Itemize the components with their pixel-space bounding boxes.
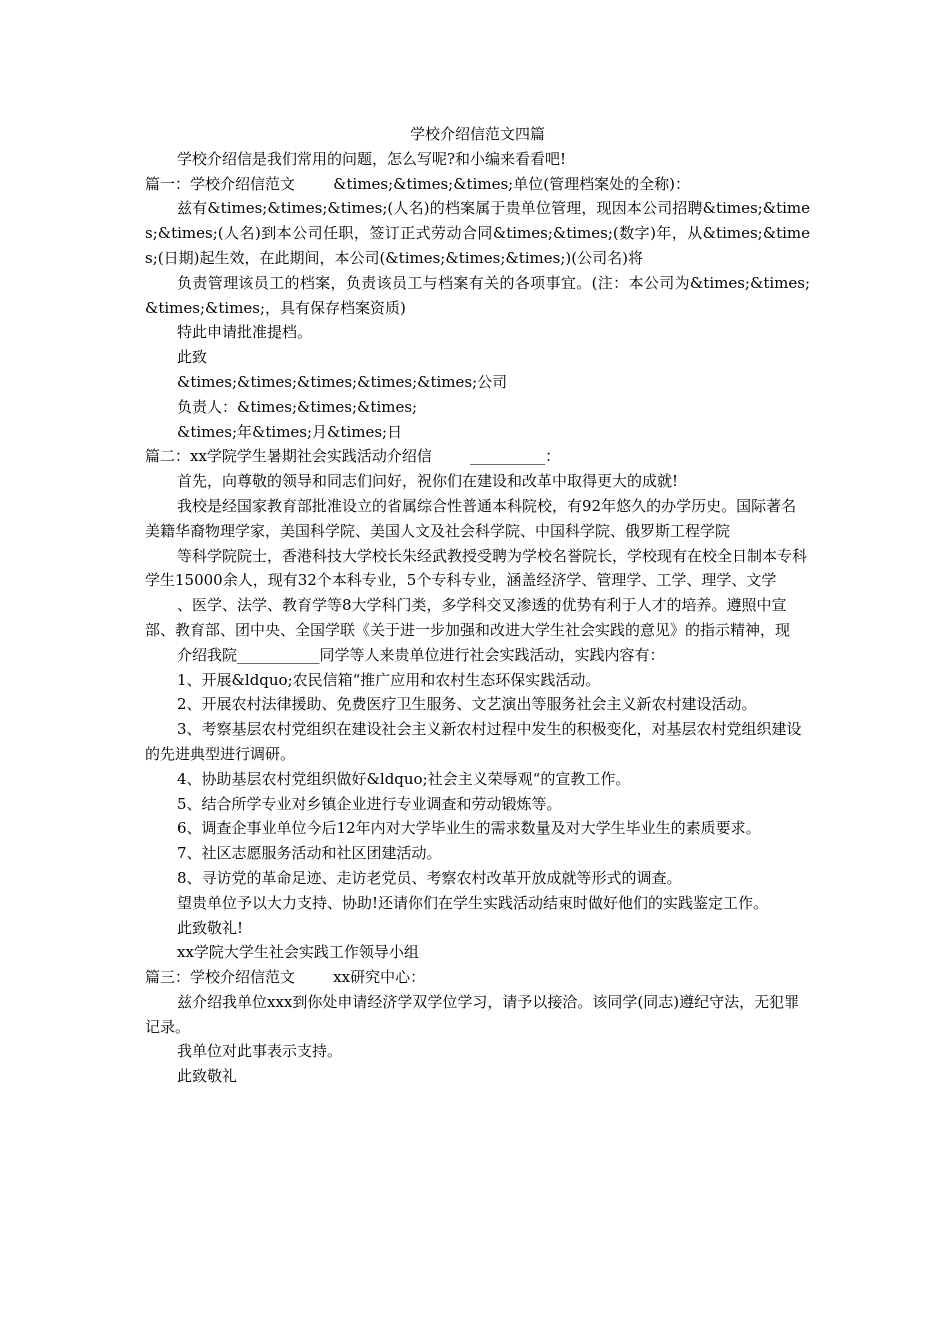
section-1-paragraph: 此致 xyxy=(177,348,208,367)
section-2-paragraph: xx学院大学生社会实践工作领导小组 xyxy=(177,943,419,962)
document-page xyxy=(145,122,810,1089)
section-3-paragraph: 此致敬礼 xyxy=(177,1067,238,1086)
section-1-paragraph: &times;年&times;月&times;日 xyxy=(177,422,403,441)
section-2-heading: 篇二：xx学院学生暑期社会实践活动介绍信 __________： xyxy=(145,447,561,466)
section-1-paragraph: 负责人：&times;&times;&times; xyxy=(177,397,418,416)
section-2-paragraph: 此致敬礼! xyxy=(177,918,244,937)
section-3-paragraph: 兹介绍我单位xxx到你处申请经济学双学位学习，请予以接洽。该同学(同志)遵纪守法，无犯罪记录。 xyxy=(145,992,800,1036)
section-2-paragraph: 我校是经国家教育部批准设立的省属综合性普通本科院校，有92年悠久的办学历史。国际著名美籍华裔物理学家，美国科学院、美国人文及社会科学院、中国科学院、俄罗斯工程学院 xyxy=(145,496,797,540)
section-2-paragraph: 、医学、法学、教育学等8大学科门类，多学科交叉渗透的优势有利于人才的培养。遵照中宣部、教育部、团中央、全国学联《关于进一步加强和改进大学生社会实践的意见》的指示精神，现 xyxy=(145,596,791,639)
section-1-paragraph: 负责管理该员工的档案，负责该员工与档案有关的各项事宜。(注：本公司为&times;&times;&times;&times;，具有保存档案资质) xyxy=(145,273,810,317)
section-3-heading: 篇三：学校介绍信范文 xx研究中心： xyxy=(145,968,426,987)
section-1-paragraph: &times;&times;&times;&times;&times;公司 xyxy=(177,372,508,391)
section-2-paragraph: 3、考察基层农村党组织在建设社会主义新农村过程中发生的积极变化，对基层农村党组织建设的先进典型进行调研。 xyxy=(145,720,802,763)
section-2-paragraph: 6、调查企事业单位今后12年内对大学毕业生的需求数量及对大学生毕业生的素质要求。 xyxy=(177,819,761,838)
section-2-paragraph: 4、协助基层农村党组织做好&ldquo;社会主义荣辱观“的宣教工作。 xyxy=(177,769,631,788)
section-2-paragraph: 等科学院院士，香港科技大学校长朱经武教授受聘为学校名誉院长，学校现有在校全日制本专科学生15000余人，现有32个本科专业，5个专科专业，涵盖经济学、管理学、工学、理学、文学 xyxy=(145,546,808,590)
section-2-paragraph: 介绍我院___________同学等人来贵单位进行社会实践活动，实践内容有： xyxy=(177,645,665,664)
section-1-heading: 篇一：学校介绍信范文 &times;&times;&times;单位(管理档案处的全称)： xyxy=(145,174,690,193)
section-2-paragraph: 8、寻访党的革命足迹、走访老党员、考察农村改革开放成就等形式的调查。 xyxy=(177,868,682,887)
intro-paragraph: 学校介绍信是我们常用的问题，怎么写呢?和小编来看看吧! xyxy=(177,149,567,168)
section-2-paragraph: 首先，向尊敬的领导和同志们问好，祝你们在建设和改革中取得更大的成就! xyxy=(177,472,679,491)
section-2-paragraph: 5、结合所学专业对乡镇企业进行专业调查和劳动锻炼等。 xyxy=(177,794,562,813)
section-3-paragraph: 我单位对此事表示支持。 xyxy=(177,1042,343,1061)
document-title: 学校介绍信范文四篇 xyxy=(409,125,545,143)
section-1-paragraph: 兹有&times;&times;&times;(人名)的档案属于贵单位管理，现因本公司招聘&times;&times;&times;(人名)到本公司任职，签订正式劳动合同&times;&times;(数字)年，从&times;&times;(日期)起生效，在此期间，本公司(&times;&times;&times;)(公司名)将 xyxy=(145,199,810,267)
section-2-paragraph: 望贵单位予以大力支持、协助!还请你们在学生实践活动结束时做好他们的实践鉴定工作。 xyxy=(177,893,769,912)
section-2-paragraph: 2、开展农村法律援助、免费医疗卫生服务、文艺演出等服务社会主义新农村建设活动。 xyxy=(177,695,757,714)
section-2-paragraph: 1、开展&ldquo;农民信箱“推广应用和农村生态环保实践活动。 xyxy=(177,670,601,689)
section-2-paragraph: 7、社区志愿服务活动和社区团建活动。 xyxy=(177,844,442,863)
section-1-paragraph: 特此申请批准提档。 xyxy=(177,323,313,342)
